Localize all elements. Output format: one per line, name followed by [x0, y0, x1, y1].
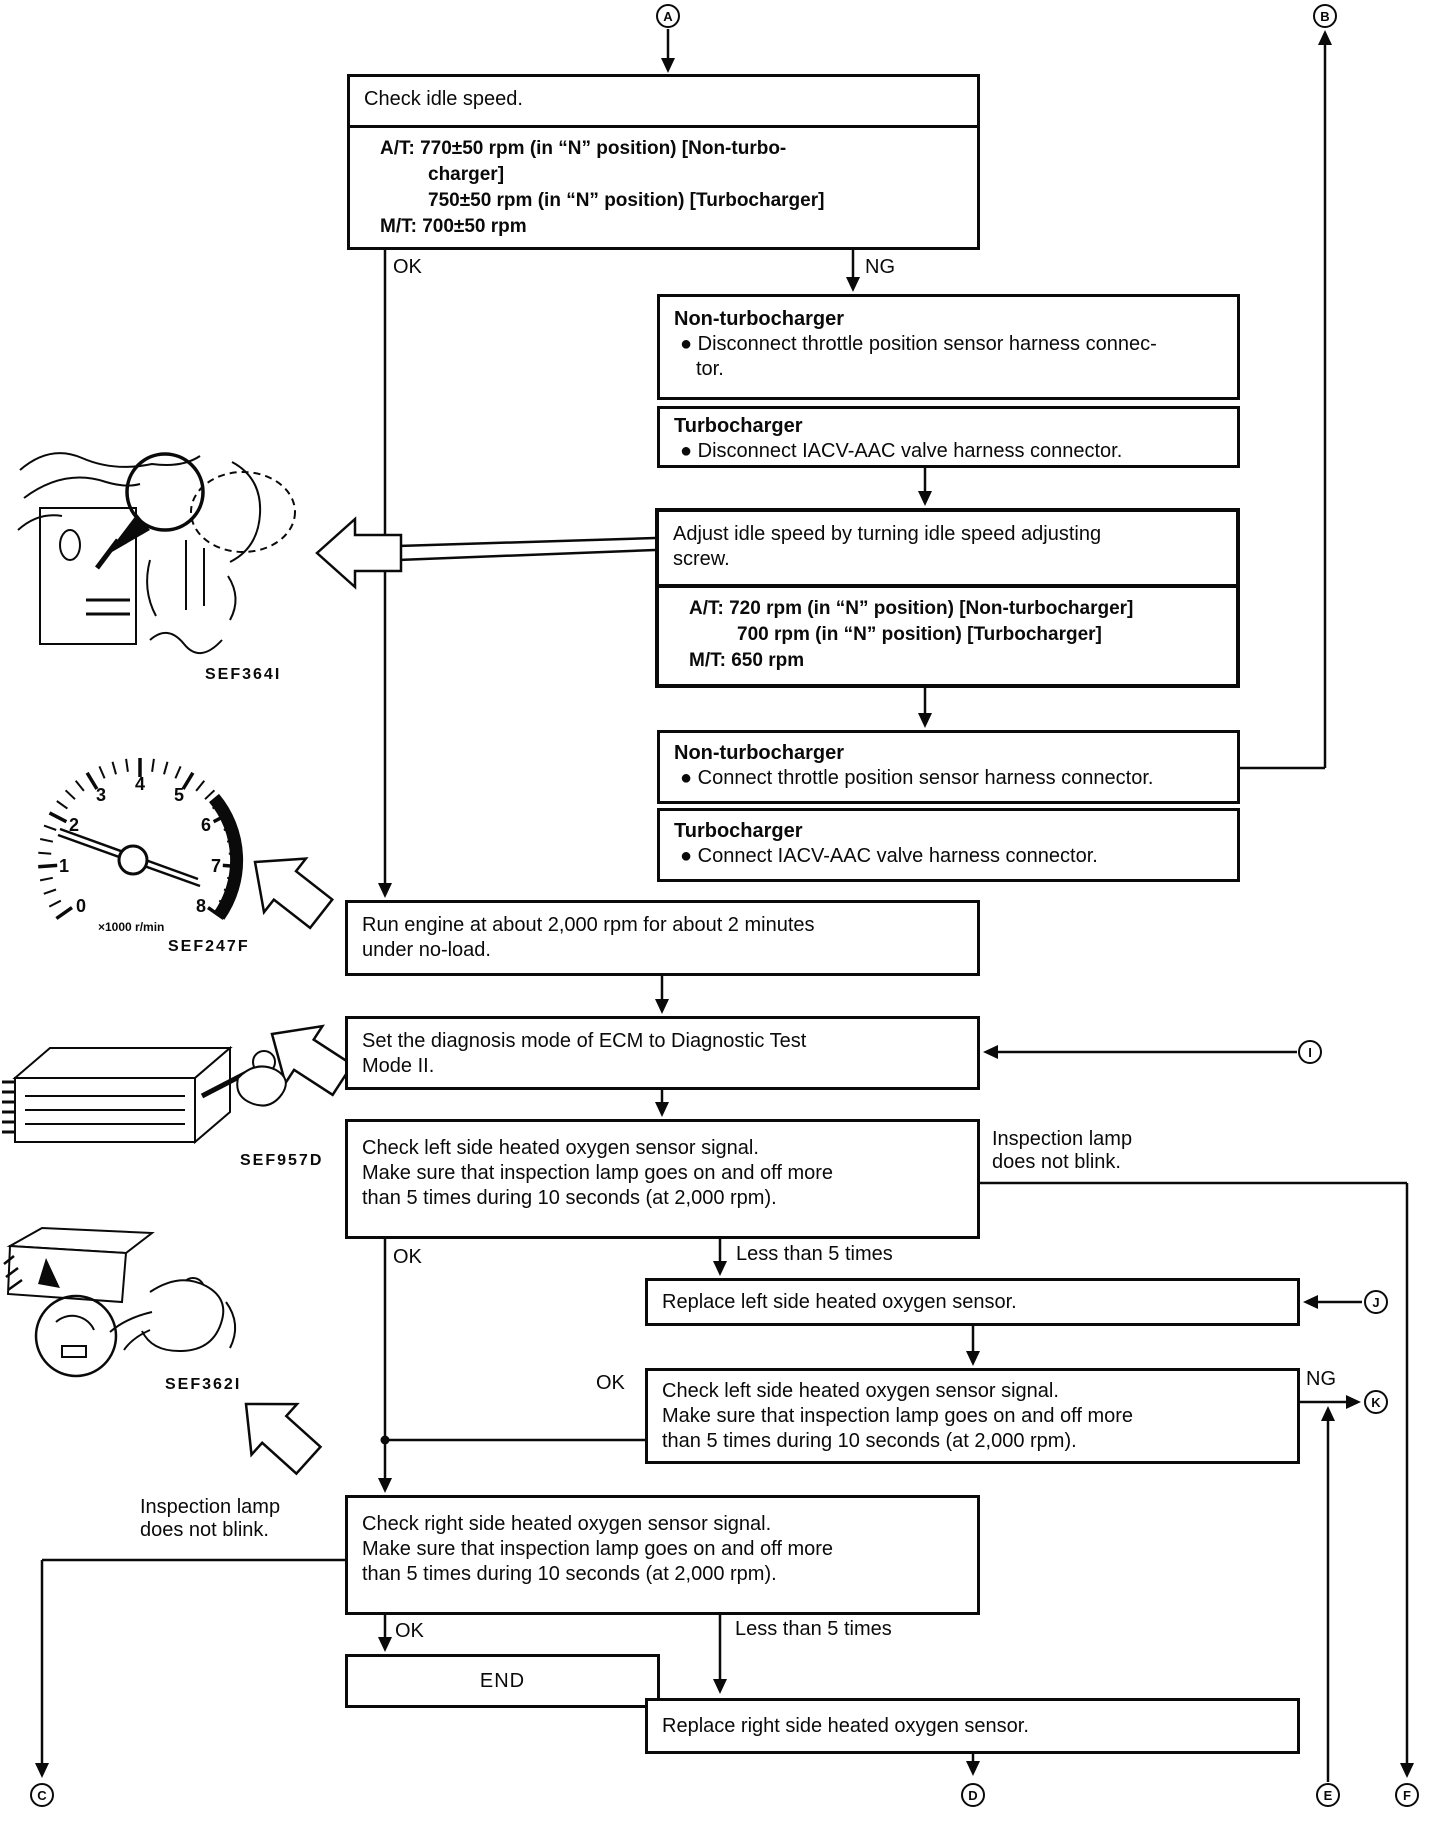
- disconnect-tps-box: [657, 294, 1240, 400]
- section-title: Turbocharger: [674, 820, 803, 842]
- tach-number: 6: [200, 815, 212, 835]
- step-line: Mode II.: [362, 1055, 435, 1077]
- spec-line: A/T: 720 rpm (in “N” position) [Non-turbocharger]: [689, 598, 1134, 619]
- connector-i-label: I: [1308, 1044, 1312, 1060]
- tach-tick: [164, 762, 168, 775]
- step-line: Check left side heated oxygen sensor signal.: [662, 1380, 1059, 1402]
- tach-tick: [49, 901, 61, 907]
- pointer-arrow-engine-icon: [317, 519, 401, 587]
- figure-caption-tachometer: SEF247F: [168, 938, 250, 955]
- tach-tick: [196, 781, 204, 791]
- check-idle-speed-box: [347, 74, 980, 250]
- title-line: screw.: [673, 548, 730, 570]
- spec-line: 750±50 rpm (in “N” position) [Turbocharger]: [428, 190, 825, 211]
- ng-branch-label-2: NG: [1306, 1368, 1336, 1390]
- set-diagnostic-mode-box: [345, 1016, 980, 1090]
- line-junction-dot: [381, 1436, 390, 1445]
- step-line: Make sure that inspection lamp goes on and off more: [362, 1538, 834, 1560]
- check-idle-title: Check idle speed.: [364, 88, 523, 110]
- step-line: ● Connect throttle position sensor harness connector.: [680, 767, 1154, 789]
- step-line: than 5 times during 10 seconds (at 2,000 rpm).: [662, 1430, 1077, 1452]
- step-line: Check left side heated oxygen sensor signal.: [362, 1137, 759, 1159]
- ng-branch-label-1: NG: [865, 256, 895, 278]
- step-line: than 5 times during 10 seconds (at 2,000 rpm).: [362, 1563, 777, 1585]
- tach-tick: [76, 781, 84, 791]
- pointer-arrow-ecm2-icon: [223, 1379, 331, 1486]
- tachometer-illustration: [38, 758, 242, 934]
- step-line: Replace right side heated oxygen sensor.: [662, 1715, 1029, 1737]
- step-line: Run engine at about 2,000 rpm for about 2 minutes: [362, 914, 815, 936]
- connector-f-label: F: [1403, 1787, 1411, 1803]
- step-line: Replace left side heated oxygen sensor.: [662, 1291, 1017, 1313]
- spec-line: charger]: [428, 164, 505, 185]
- tach-number: 4: [134, 774, 146, 794]
- tach-tick: [152, 759, 154, 772]
- connect-tps-box: [657, 730, 1240, 804]
- label-line: Inspection lamp: [992, 1128, 1133, 1150]
- tach-tick: [38, 853, 51, 854]
- spec-line: 700 rpm (in “N” position) [Turbocharger]: [737, 624, 1102, 645]
- ecm-screwdriver-illustration: [2, 1048, 286, 1142]
- tach-tick: [44, 826, 56, 830]
- connector-j: [1364, 1290, 1388, 1314]
- step-line: ● Disconnect IACV-AAC valve harness connector.: [680, 440, 1123, 462]
- step-line: tor.: [696, 358, 724, 380]
- run-engine-box: [345, 900, 980, 976]
- check-right-ho2s-box: [345, 1495, 980, 1615]
- tach-tick: [126, 759, 128, 772]
- tach-unit-label: ×1000 r/min: [98, 920, 165, 934]
- connector-f: [1395, 1783, 1419, 1807]
- tach-tick: [175, 766, 180, 778]
- inspection-lamp-label-right: [992, 1128, 1132, 1174]
- connect-iacv-box: [657, 808, 1240, 882]
- disconnect-iacv-box: [657, 406, 1240, 468]
- section-title: Non-turbocharger: [674, 308, 844, 330]
- connector-e-label: E: [1323, 1787, 1333, 1803]
- ok-branch-label-1: OK: [393, 256, 422, 278]
- tach-tick: [50, 813, 67, 822]
- tach-needle: [58, 829, 200, 886]
- connector-a: [656, 4, 680, 28]
- tach-tick: [66, 790, 75, 799]
- less-than-5-label-2: Less than 5 times: [735, 1618, 892, 1640]
- step-line: than 5 times during 10 seconds (at 2,000 rpm).: [362, 1187, 777, 1209]
- less-than-5-label-1: Less than 5 times: [736, 1243, 893, 1265]
- tach-number: 7: [210, 856, 222, 876]
- tach-tick: [44, 890, 56, 894]
- title-line: Adjust idle speed by turning idle speed adjusting: [673, 523, 1102, 545]
- step-line: Set the diagnosis mode of ECM to Diagnostic Test: [362, 1030, 807, 1052]
- inspection-lamp-label-left: [140, 1496, 280, 1542]
- connector-d: [961, 1783, 985, 1807]
- tach-number: 3: [95, 785, 107, 805]
- tach-tick: [205, 790, 214, 799]
- pointer-arrow-tachometer-icon: [234, 835, 342, 940]
- connector-j-label: J: [1372, 1294, 1380, 1310]
- connector-i: [1298, 1040, 1322, 1064]
- tach-number: 8: [195, 896, 207, 916]
- step-line: ● Disconnect throttle position sensor harness connec-: [680, 333, 1157, 355]
- connector-c: [30, 1783, 54, 1807]
- tach-number: 1: [58, 856, 70, 876]
- figure-caption-ecm-screwdriver: SEF957D: [240, 1152, 324, 1169]
- replace-left-ho2s-box: [645, 1278, 1300, 1326]
- end-label: END: [479, 1669, 526, 1692]
- tach-tick: [183, 773, 193, 789]
- label-line: Inspection lamp: [140, 1496, 281, 1518]
- label-line: does not blink.: [140, 1519, 269, 1541]
- tach-tick: [40, 878, 53, 881]
- check-left-ho2s-box-1: [345, 1119, 980, 1239]
- spec-line: M/T: 700±50 rpm: [380, 216, 527, 237]
- ok-branch-label-4: OK: [395, 1620, 424, 1642]
- adjust-idle-speed-box: [655, 508, 1240, 688]
- end-box: [345, 1654, 660, 1708]
- adjust-specs: [659, 584, 1236, 682]
- replace-right-ho2s-box: [645, 1698, 1300, 1754]
- tach-tick: [57, 801, 68, 809]
- figure-caption-engine: SEF364I: [205, 666, 282, 683]
- step-line: under no-load.: [362, 939, 491, 961]
- tach-tick: [56, 908, 72, 919]
- connector-k-label: K: [1371, 1394, 1381, 1410]
- connector-e: [1316, 1783, 1340, 1807]
- tach-number: 2: [68, 815, 80, 835]
- connector-d-label: D: [968, 1787, 978, 1803]
- figure-pointer-arrows: [223, 519, 401, 1485]
- check-left-ho2s-box-2: [645, 1368, 1300, 1464]
- tach-tick: [40, 839, 53, 842]
- tach-number: 0: [75, 896, 87, 916]
- ok-branch-label-3: OK: [596, 1372, 625, 1394]
- step-line: Check right side heated oxygen sensor signal.: [362, 1513, 772, 1535]
- figure-caption-ecm-hand: SEF362I: [165, 1376, 242, 1393]
- tach-tick: [99, 766, 104, 778]
- ecm-hand-illustration: [4, 1228, 235, 1376]
- label-line: does not blink.: [992, 1151, 1121, 1173]
- step-line: Make sure that inspection lamp goes on and off more: [362, 1162, 834, 1184]
- tach-number: 5: [173, 785, 185, 805]
- spec-line: A/T: 770±50 rpm (in “N” position) [Non-turbo-: [380, 138, 787, 159]
- step-line: ● Connect IACV-AAC valve harness connector.: [680, 845, 1098, 867]
- section-title: Non-turbocharger: [674, 742, 844, 764]
- check-idle-specs: [350, 125, 977, 248]
- tach-tick: [113, 762, 117, 775]
- engine-illustration: [18, 453, 295, 653]
- connector-k: [1364, 1390, 1388, 1414]
- connector-c-label: C: [37, 1787, 47, 1803]
- spec-line: M/T: 650 rpm: [689, 650, 805, 671]
- step-line: Make sure that inspection lamp goes on and off more: [662, 1405, 1134, 1427]
- connector-b: [1313, 4, 1337, 28]
- section-title: Turbocharger: [674, 415, 803, 437]
- tach-tick: [38, 865, 57, 866]
- ok-branch-label-2: OK: [393, 1246, 422, 1268]
- connector-a-label: A: [663, 8, 673, 24]
- adjust-title: [659, 512, 1236, 584]
- connector-b-label: B: [1320, 8, 1330, 24]
